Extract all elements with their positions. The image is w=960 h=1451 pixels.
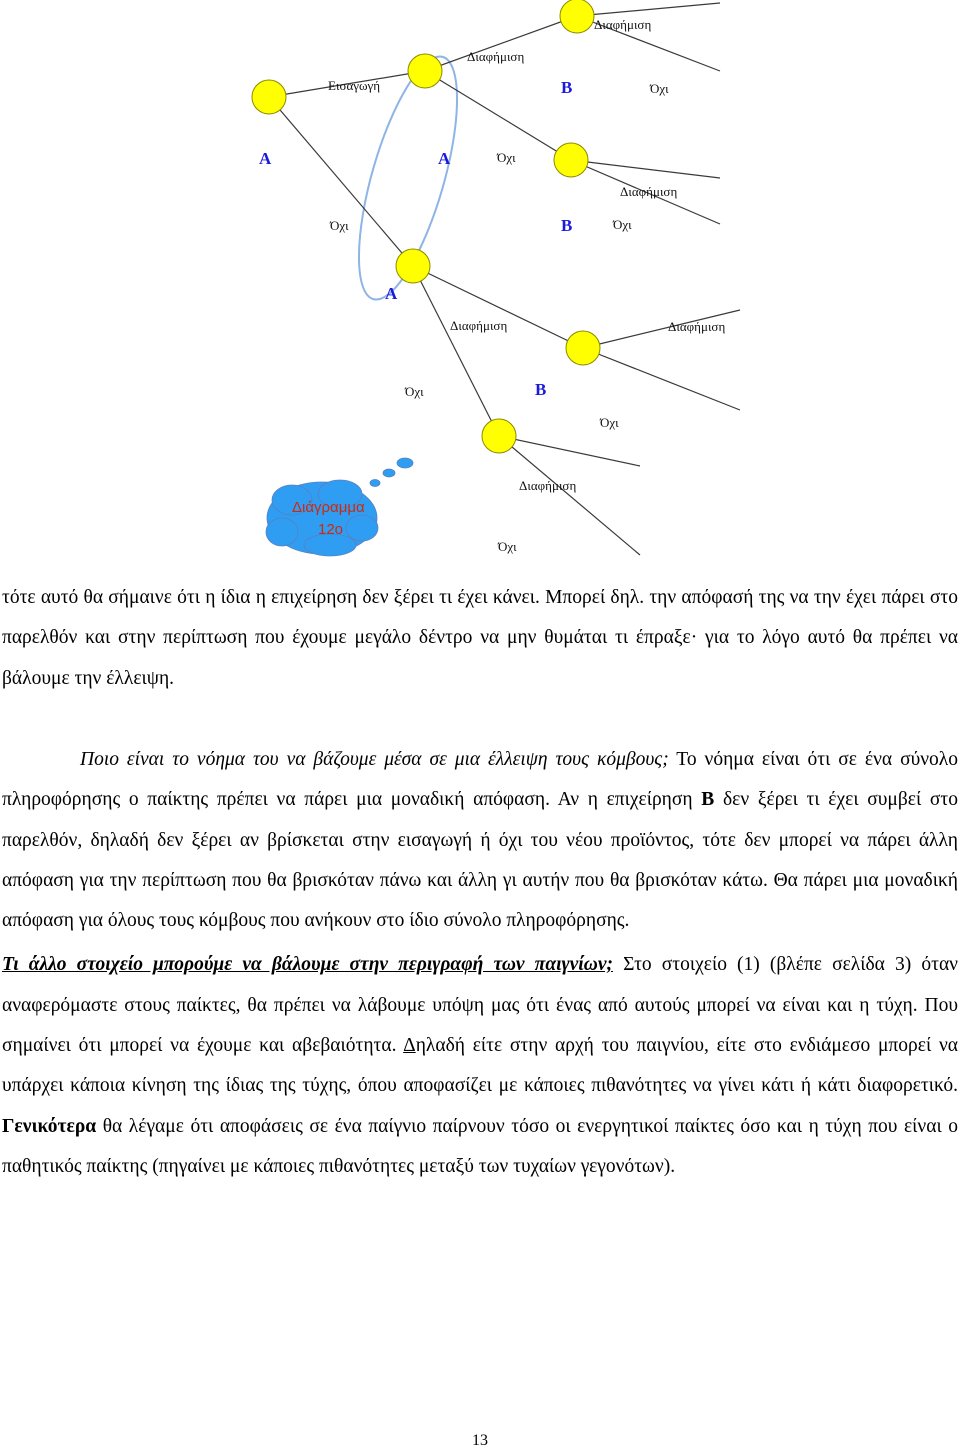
tree-node-a-lower [566,331,600,365]
player-label-a: A [438,149,451,168]
edge-label-ochi: Όχι [613,217,632,232]
edge-label-diafimisi: Διαφήμιση [620,184,678,199]
tree-node-a-upper [560,0,594,33]
player-label-b: B [561,216,573,235]
paragraph-chance [2,945,958,1187]
underlined-letter: Δ [403,1035,416,1057]
edge-label-ochi: Όχι [405,384,424,399]
edge-label-diafimisi: Διαφήμιση [450,318,508,333]
cloud-line-2: 12ο [318,521,344,538]
question-heading: Τι άλλο στοιχείο μπορούμε να βάλουμε στην περιγραφή των παιγνίων; [2,954,613,976]
tree-node-b-upper [408,54,442,88]
edge-label-diafimisi: Διαφήμιση [467,49,525,64]
bold-term: Γενικότερα [2,1115,97,1137]
answer-text-cont: ηλαδή είτε στην αρχή του παιγνίου, είτε στο ενδιάμεσο μπορεί να υπάρχει κάποια κίνηση της ίδιας της τύχης, όπου αποφασίζει με κάποιες πιθανότητες να γίνει κάτι ή κάτι διαφορετικό. [2,1035,958,1097]
edge-label-diafimisi: Διαφήμιση [519,478,577,493]
player-label-b: B [561,78,573,97]
edge-label-eisagogi: Εισαγωγή [328,78,381,93]
player-b-label: B [701,789,715,811]
edge-label-ochi: Όχι [330,218,349,233]
paragraph-ellipse-meaning [2,740,958,941]
edge-label-diafimisi: Διαφήμιση [668,319,726,334]
edge-label-ochi: Όχι [600,415,619,430]
player-label-a: A [385,284,398,303]
question-text: Ποιο είναι το νόημα του να βάζουμε μέσα σε μια έλλειψη τους κόμβους; [80,749,669,770]
tree-node-root [252,80,286,114]
answer-text: Στο στοιχείο (1) (βλέπε σελίδα 3) όταν αναφερόμαστε στους παίκτες, θα πρέπει να λάβουμε υπόψη μας ότι ένας από αυτούς μπορεί να είναι και η τύχη. Που σημαίνει ότι μπορεί να έχουμε και αβεβαιότητα. [2,954,958,1057]
answer-text: Το νόημα είναι ότι σε ένα σύνολο πληροφόρησης ο παίκτης πρέπει να πάρει μια μοναδική απόφαση. Αν η επιχείρηση [2,749,959,811]
paragraph-intro [2,578,958,699]
game-tree-diagram [0,0,960,560]
player-label-a: A [259,149,272,168]
answer-text-cont: δεν ξέρει τι έχει συμβεί στο παρελθόν, δηλαδή δεν ξέρει αν βρίσκεται στην εισαγωγή ή όχι του νέου προϊόντος, τότε δεν μπορεί να πάρει άλλη απόφαση για την περίπτωση που θα βρισκόταν πάνω και άλλη γι αυτήν που θα βρισκόταν κάτω. Θα πάρει μια μοναδική απόφαση για όλους τους κόμβους που ανήκουν στο ίδιο σύνολο πληροφόρησης. [2,789,958,932]
answer-text-end: θα λέγαμε ότι αποφάσεις σε ένα παίγνιο παίρνουν τόσο οι ενεργητικοί παίκτες όσο και η τύχη που είναι ο παθητικός παίκτης (πηγαίνει με κάποιες πιθανότητες μεταξύ των τυχαίων γεγονότων). [2,1115,958,1177]
tree-node-a-bottom [482,419,516,453]
cloud-line-1: Διάγραμμα [292,499,365,516]
page-number: 13 [472,1432,488,1449]
body-text-main [2,740,958,1187]
tree-node-b-lower [396,249,430,283]
tree-node-a-mid [554,143,588,177]
player-label-b: B [535,380,547,399]
paragraph-text: τότε αυτό θα σήμαινε ότι η ίδια η επιχείρηση δεν ξέρει τι έχει κάνει. Μπορεί δηλ. την απόφασή της να την έχει πάρει στο παρελθόν και στην περίπτωση που έχουμε μεγάλο δέντρο να μην θυμάται τι έπραξε· για το λόγο αυτό θα πρέπει να βάλουμε την έλλειψη. [2,587,958,689]
edge-label-ochi: Όχι [497,150,516,165]
edge-label-ochi: Όχι [498,539,517,554]
edge-label-diafimisi: Διαφήμιση [594,17,652,32]
edge-label-ochi: Όχι [650,81,669,96]
